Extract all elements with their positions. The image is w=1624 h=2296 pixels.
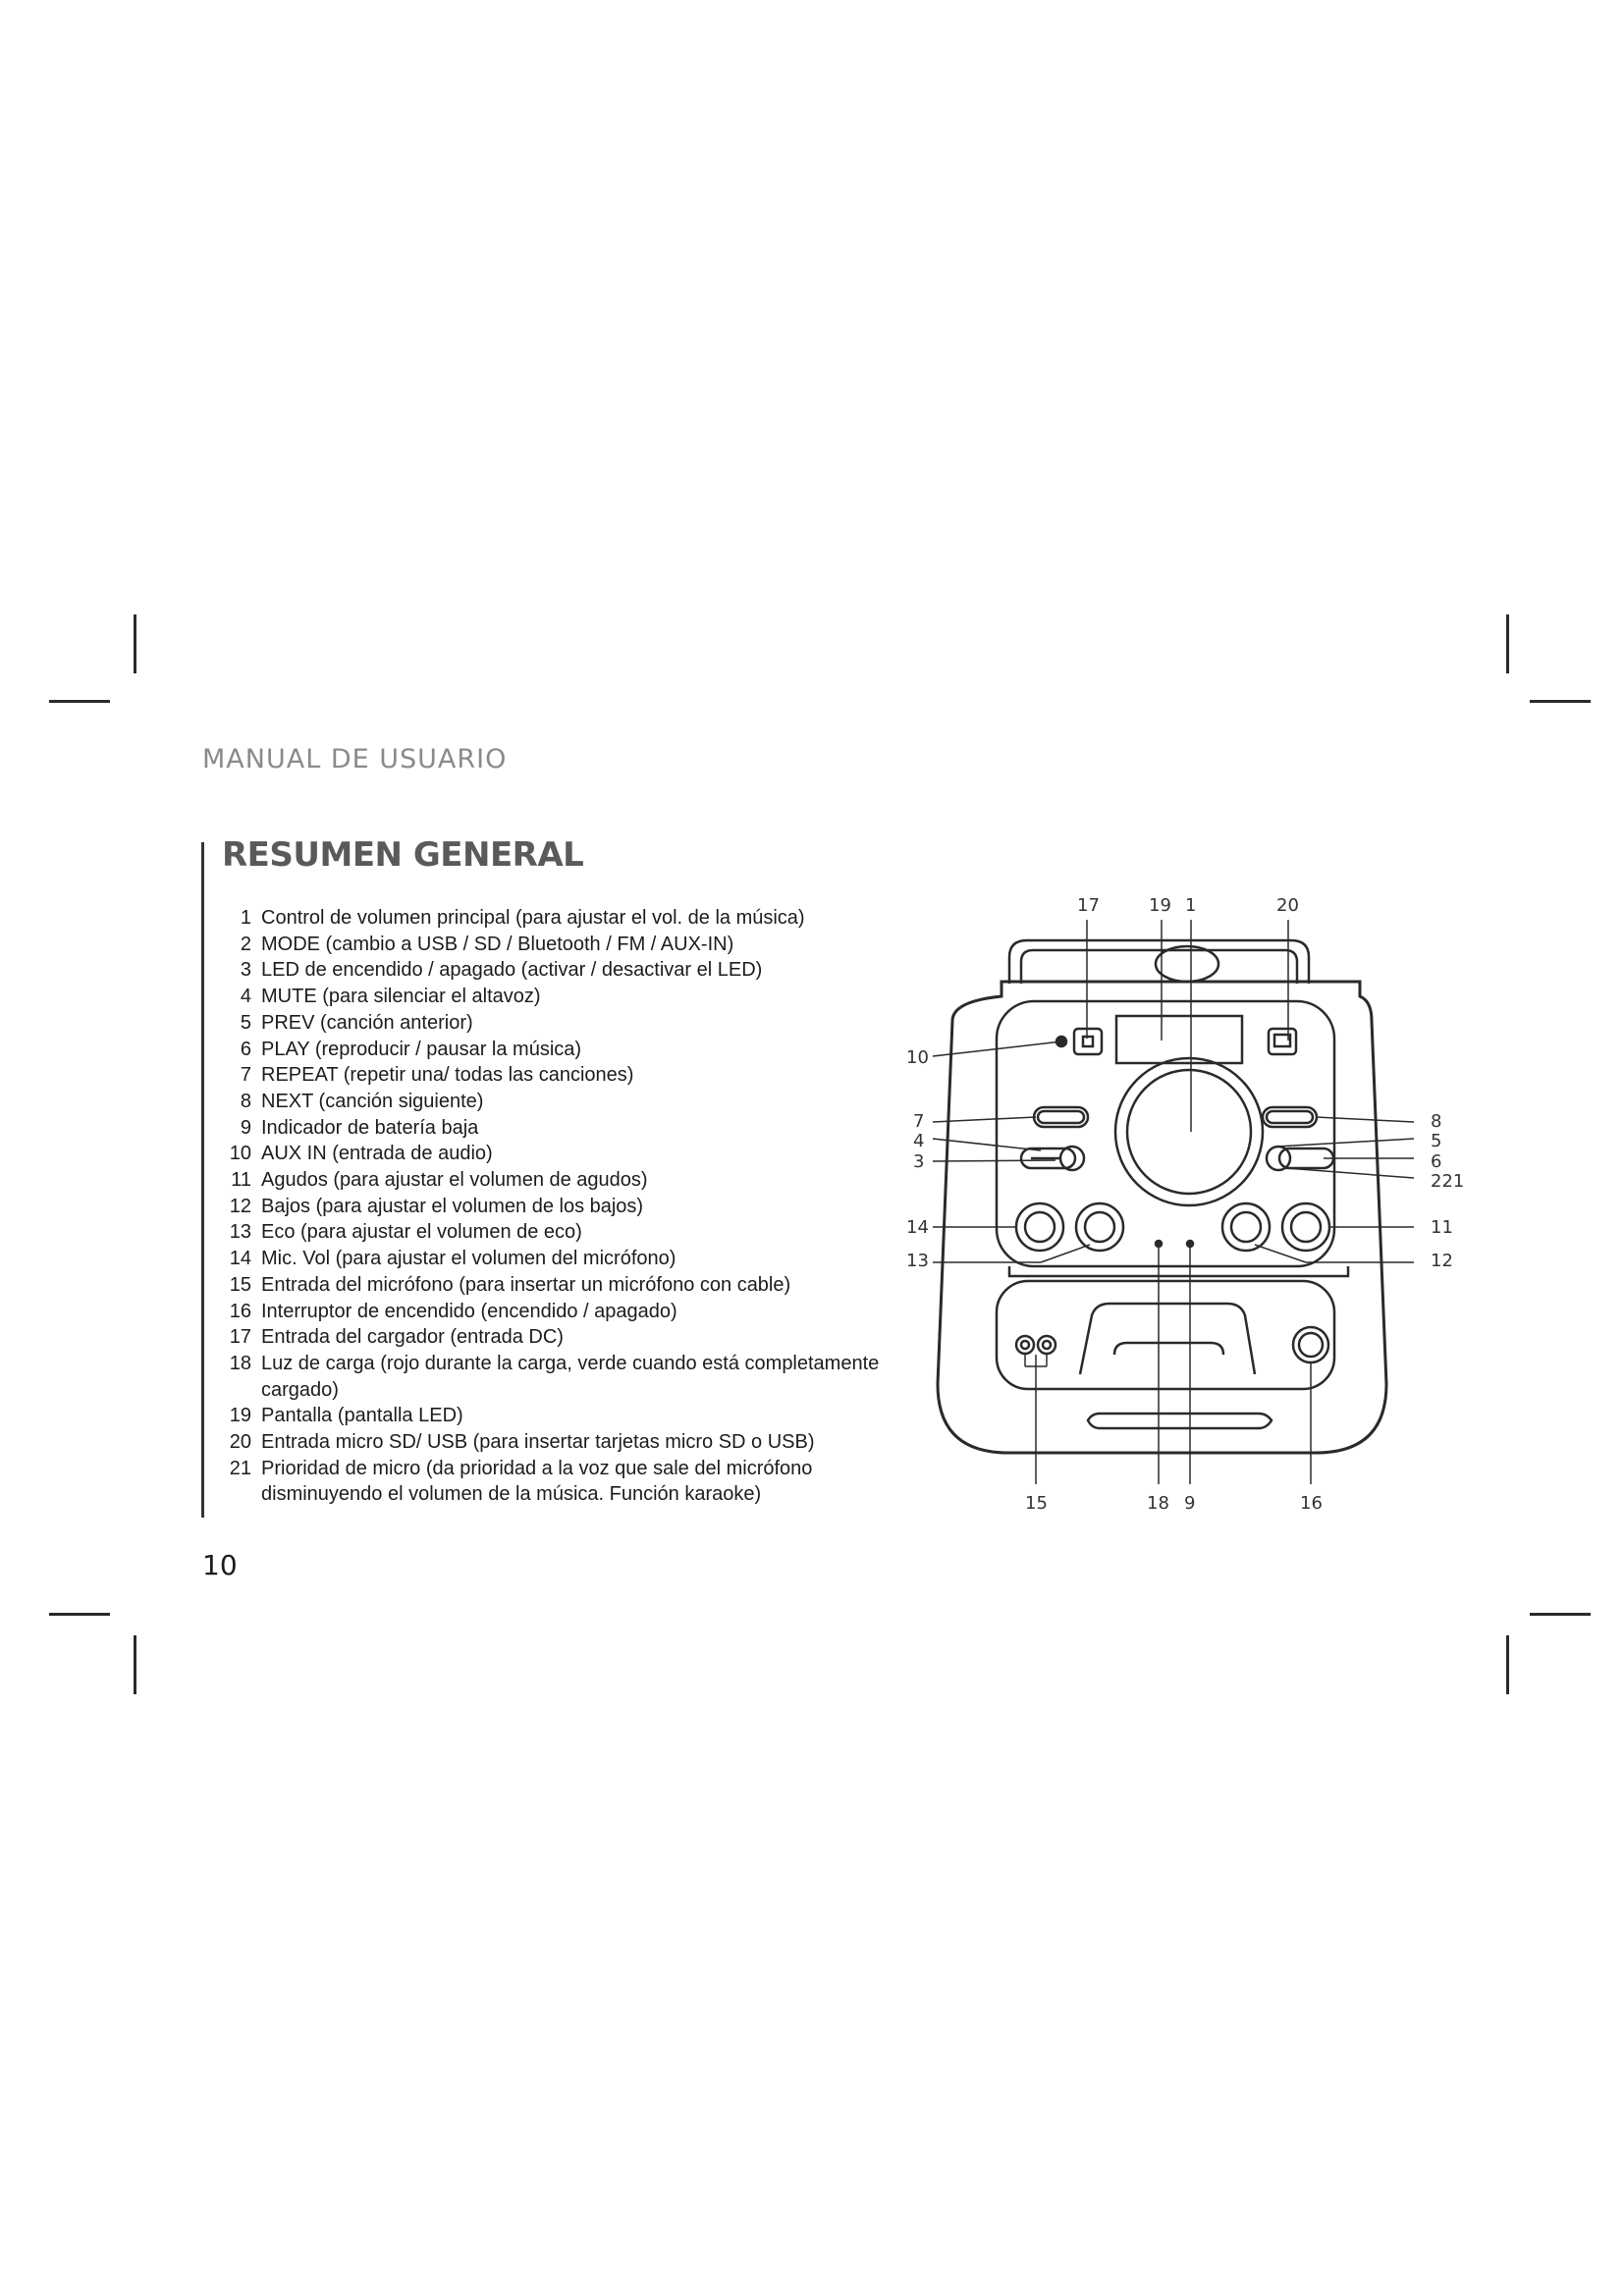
list-item: 21 Prioridad de micro (da prioridad a la voz que sale del micrófono disminuyendo el volumen de la música. Función karaoke)	[229, 1457, 813, 1506]
callout-15: 15	[1025, 1493, 1048, 1514]
callout-6: 6	[1431, 1151, 1442, 1172]
callout-18: 18	[1147, 1493, 1169, 1514]
list-item: 1 Control de volumen principal (para ajustar el vol. de la música)	[240, 907, 805, 929]
list-item: 10 AUX IN (entrada de audio)	[229, 1143, 493, 1165]
callout-20: 20	[1276, 895, 1299, 916]
list-item: 9 Indicador de batería baja	[240, 1116, 479, 1139]
callout-12: 12	[1431, 1251, 1453, 1271]
list-item: 20 Entrada micro SD/ USB (para insertar tarjetas micro SD o USB)	[229, 1431, 815, 1454]
list-item: 4 MUTE (para silenciar el altavoz)	[240, 986, 541, 1008]
list-item: 5 PREV (canción anterior)	[240, 1011, 473, 1034]
callout-4: 4	[913, 1131, 925, 1151]
section-title: RESUMEN GENERAL	[222, 835, 584, 875]
callout-13: 13	[906, 1251, 929, 1271]
callout-14: 14	[906, 1217, 929, 1238]
list-item: 13 Eco (para ajustar el volumen de eco)	[229, 1221, 582, 1244]
callout-11: 11	[1431, 1217, 1453, 1238]
callout-7: 7	[913, 1111, 925, 1132]
callout-9: 9	[1184, 1493, 1196, 1514]
list-item: 11 Agudos (para ajustar el volumen de agudos)	[231, 1169, 648, 1192]
callout-3: 3	[913, 1151, 925, 1172]
callout-1: 1	[1185, 895, 1197, 916]
list-item: 18 Luz de carga (rojo durante la carga, verde cuando está completamente cargado)	[229, 1352, 880, 1401]
callout-17: 17	[1077, 895, 1100, 916]
list-item: 8 NEXT (canción siguiente)	[240, 1090, 484, 1112]
callout-221: 221	[1431, 1171, 1465, 1192]
callout-19: 19	[1149, 895, 1171, 916]
list-item: 2 MODE (cambio a USB / SD / Bluetooth / FM / AUX-IN)	[240, 933, 734, 955]
page-number: 10	[202, 1549, 238, 1581]
list-item: 19 Pantalla (pantalla LED)	[229, 1405, 463, 1427]
manual-header: MANUAL DE USUARIO	[202, 744, 508, 774]
callout-10: 10	[906, 1047, 929, 1068]
callout-5: 5	[1431, 1131, 1442, 1151]
list-item: 12 Bajos (para ajustar el volumen de los bajos)	[229, 1195, 644, 1217]
list-item: 15 Entrada del micrófono (para insertar un micrófono con cable)	[229, 1273, 791, 1296]
list-item: 3 LED de encendido / apagado (activar / desactivar el LED)	[240, 959, 763, 982]
list-item: 14 Mic. Vol (para ajustar el volumen del micrófono)	[229, 1248, 677, 1270]
callout-16: 16	[1300, 1493, 1323, 1514]
list-item: 16 Interruptor de encendido (encendido / apagado)	[229, 1300, 677, 1322]
list-item: 17 Entrada del cargador (entrada DC)	[229, 1326, 564, 1349]
list-item: 6 PLAY (reproducir / pausar la música)	[240, 1038, 582, 1060]
callout-8: 8	[1431, 1111, 1442, 1132]
list-item: 7 REPEAT (repetir una/ todas las canciones)	[240, 1064, 634, 1087]
